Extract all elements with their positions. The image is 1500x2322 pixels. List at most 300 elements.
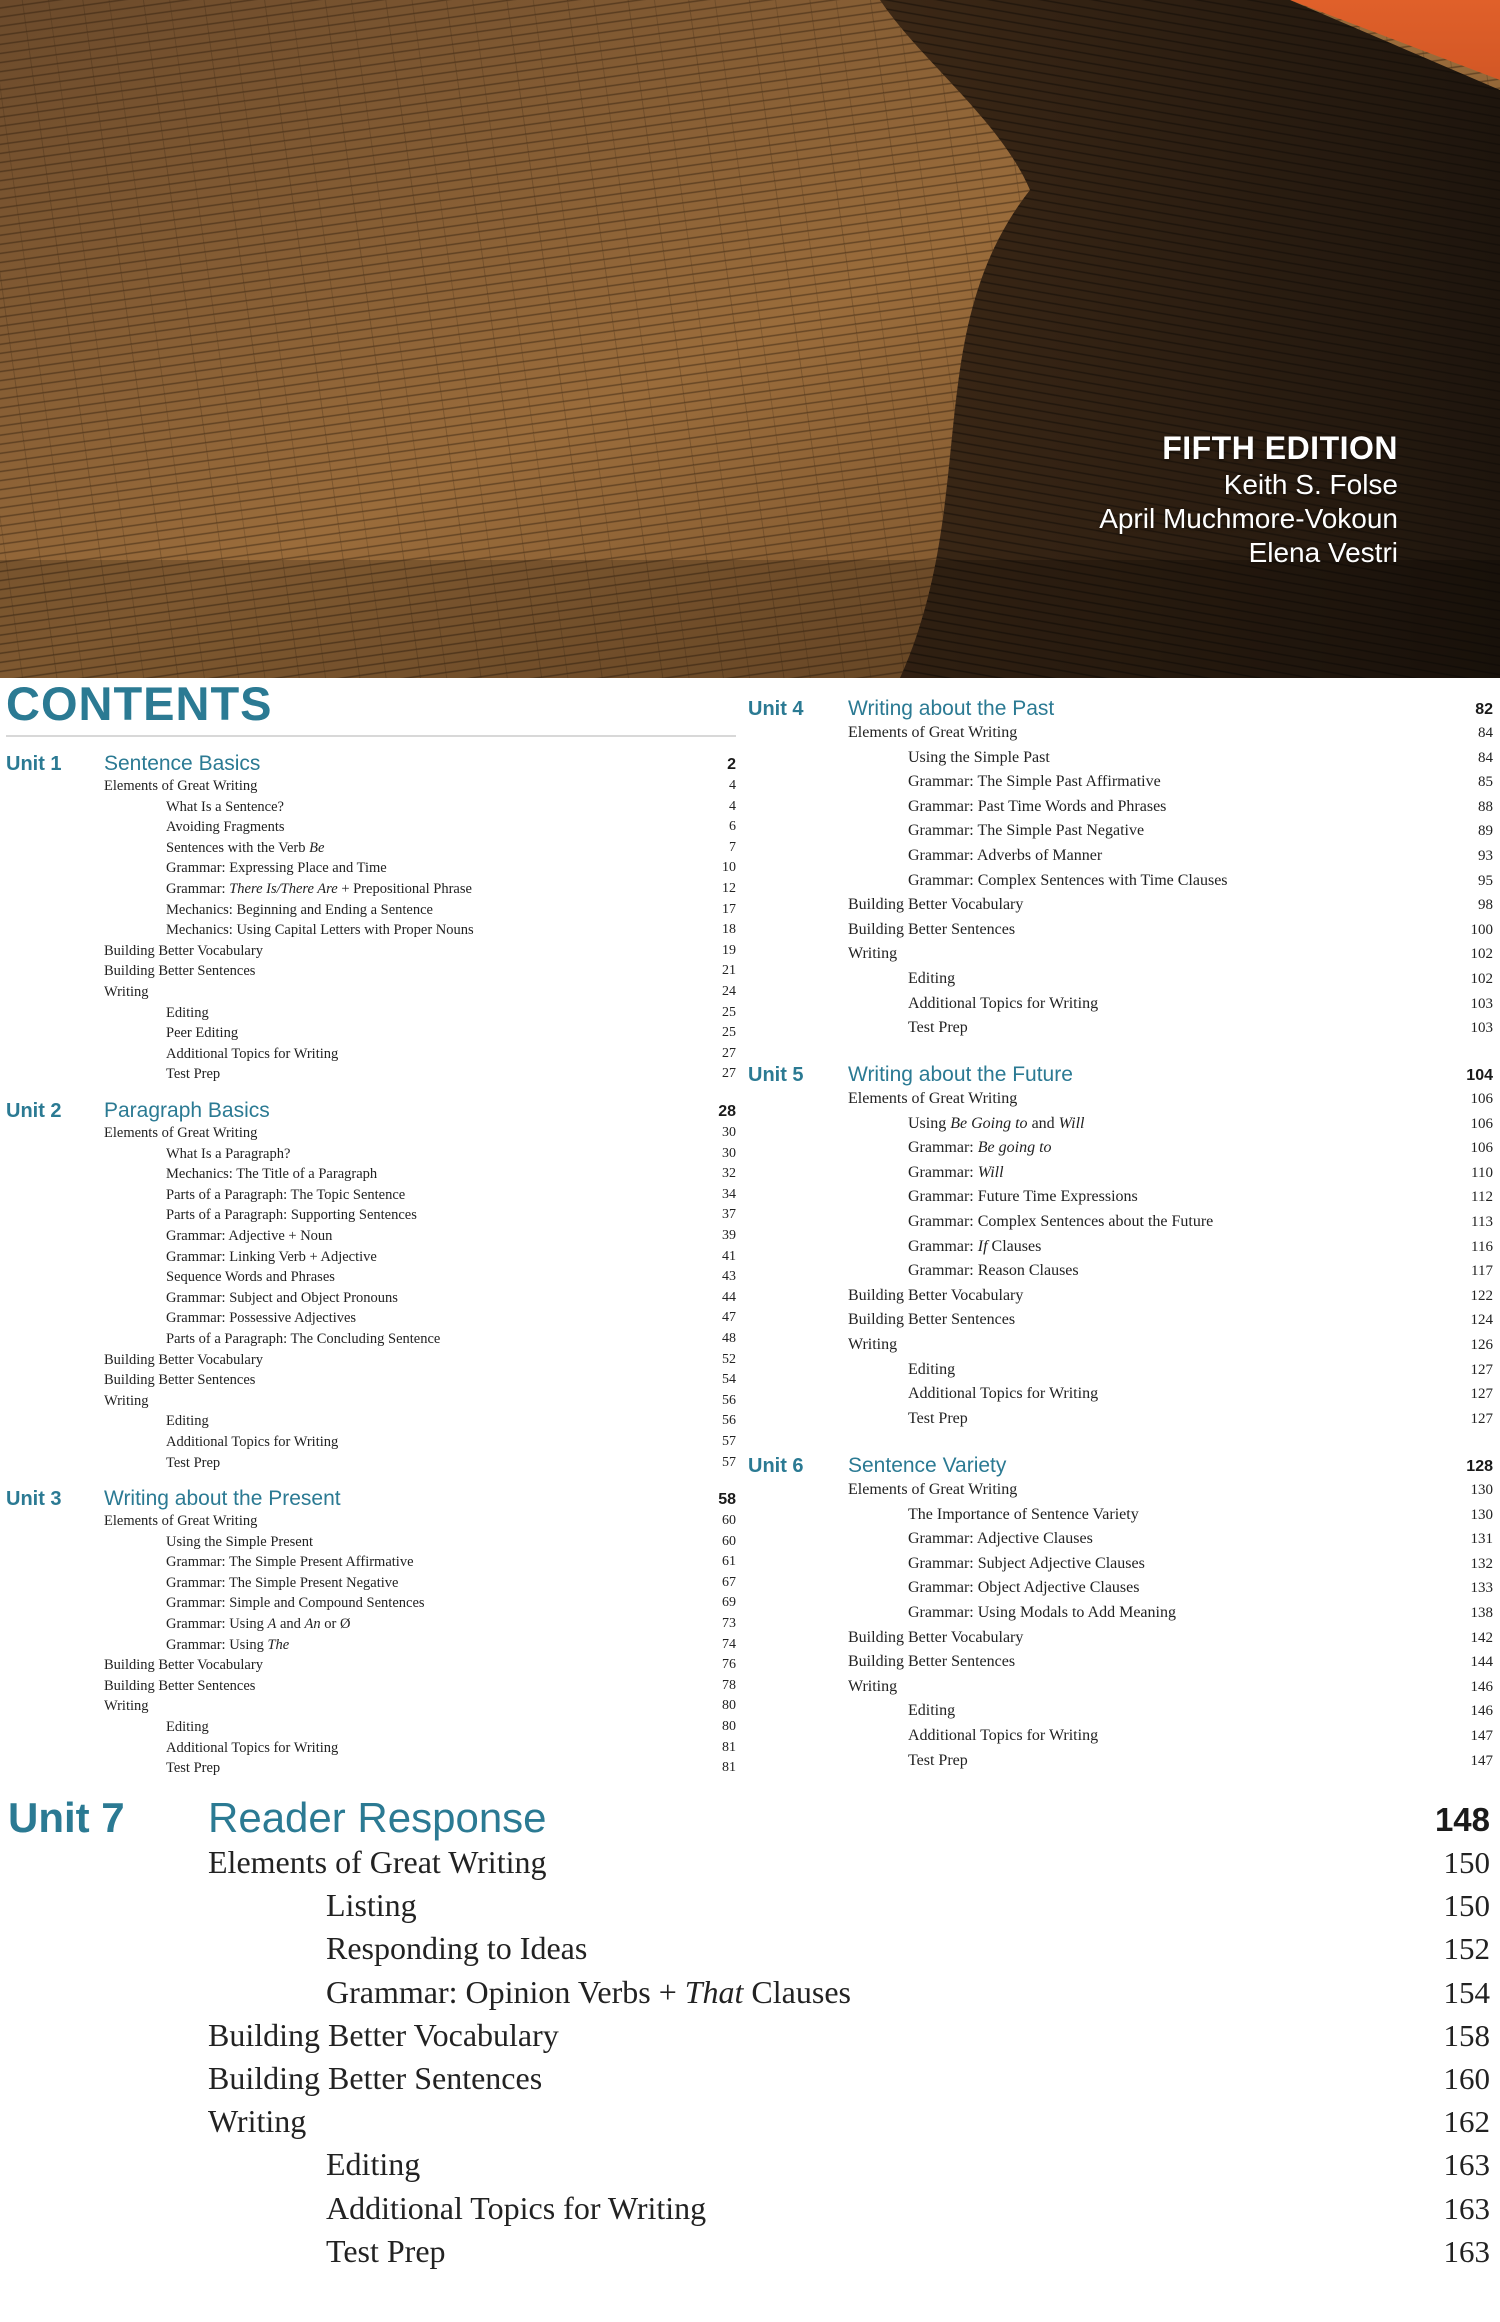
entry-page-number: 130 <box>1470 1482 1493 1498</box>
entry-page-number: 130 <box>1470 1506 1493 1523</box>
toc-subsection-entry[interactable] <box>748 1724 1493 1749</box>
entry-title: Building Better Vocabulary <box>104 942 263 959</box>
entry-page-number: 39 <box>722 1227 736 1243</box>
entry-page-number: 76 <box>722 1657 736 1673</box>
entry-page-number: 88 <box>1478 798 1493 815</box>
toc-subsection-entry[interactable] <box>8 1971 1490 2014</box>
entry-title: Parts of a Paragraph: The Concluding Sentence <box>166 1330 441 1347</box>
toc-section-entry[interactable] <box>6 1655 736 1676</box>
entry-title: Responding to Ideas <box>326 1930 588 1967</box>
unit-heading <box>6 752 736 776</box>
entry-title: Test Prep <box>908 1409 968 1427</box>
entry-page-number: 150 <box>1443 1845 1490 1880</box>
entry-page-number: 126 <box>1470 1336 1493 1353</box>
entry-page-number: 102 <box>1470 946 1493 963</box>
unit-heading <box>8 1795 1490 1841</box>
entry-title: Test Prep <box>326 2232 446 2269</box>
entry-page-number: 34 <box>722 1186 736 1202</box>
toc-subsection-entry[interactable] <box>6 879 736 900</box>
toc-subsection-entry[interactable] <box>748 819 1493 844</box>
entry-title: Test Prep <box>166 1066 221 1083</box>
toc-subsection-entry[interactable] <box>6 1308 736 1329</box>
entry-page-number: 56 <box>722 1392 736 1408</box>
unit-title[interactable]: Reader Response <box>208 1794 547 1841</box>
toc-subsection-entry[interactable] <box>6 1267 736 1288</box>
unit-number: Unit 4 <box>748 698 804 720</box>
entry-page-number: 106 <box>1470 1115 1493 1132</box>
toc-subsection-entry[interactable] <box>748 992 1493 1017</box>
entry-title: What Is a Sentence? <box>166 798 284 815</box>
entry-title: Grammar: The Simple Present Affirmative <box>166 1554 414 1571</box>
entry-page-number: 102 <box>1470 970 1493 987</box>
unit-title[interactable]: Writing about the Present <box>104 1487 341 1510</box>
unit-page-number: 28 <box>718 1103 736 1120</box>
entry-page-number: 27 <box>722 1045 736 1061</box>
toc-subsection-entry[interactable] <box>748 1503 1493 1528</box>
entry-page-number: 103 <box>1470 995 1493 1012</box>
toc-section-entry[interactable] <box>748 893 1493 918</box>
entry-title: Elements of Great Writing <box>848 1090 1018 1107</box>
unit-number: Unit 6 <box>748 1455 804 1477</box>
toc-subsection-entry[interactable] <box>748 1235 1493 1260</box>
entry-title: Elements of Great Writing <box>104 1125 258 1141</box>
entry-page-number: 152 <box>1443 1931 1490 1967</box>
entry-page-number: 122 <box>1470 1287 1493 1304</box>
toc-subsection-entry[interactable] <box>6 1185 736 1206</box>
entry-title: Grammar: Adjective + Noun <box>166 1227 333 1244</box>
entry-page-number: 37 <box>722 1207 736 1223</box>
toc-subsection-entry[interactable] <box>748 1576 1493 1601</box>
toc-section-entry[interactable] <box>748 942 1493 967</box>
entry-title: Writing <box>848 945 898 963</box>
toc-section-entry[interactable] <box>748 1284 1493 1309</box>
toc-subsection-entry[interactable] <box>6 858 736 879</box>
toc-subsection-entry[interactable] <box>748 1527 1493 1552</box>
toc-subsection-entry[interactable] <box>748 770 1493 795</box>
toc-subsection-entry[interactable] <box>748 795 1493 820</box>
unit-number: Unit 2 <box>6 1100 62 1122</box>
toc-subsection-entry[interactable] <box>748 869 1493 894</box>
entry-title: Mechanics: Using Capital Letters with Proper Nouns <box>166 922 474 939</box>
entry-title: Editing <box>908 969 956 987</box>
entry-page-number: 74 <box>722 1636 736 1652</box>
toc-subsection-entry[interactable] <box>6 1064 736 1085</box>
entry-title: Building Better Vocabulary <box>848 1628 1024 1646</box>
entry-title: Writing <box>208 2103 307 2140</box>
entry-page-number: 44 <box>722 1289 736 1305</box>
entry-title: Additional Topics for Writing <box>326 2189 707 2226</box>
entry-page-number: 146 <box>1470 1678 1493 1695</box>
unit-number: Unit 1 <box>6 753 62 775</box>
entry-page-number: 163 <box>1443 2233 1490 2269</box>
entry-title: Grammar: Using Modals to Add Meaning <box>908 1603 1176 1621</box>
entry-title: Building Better Vocabulary <box>104 1657 263 1674</box>
toc-section-entry[interactable] <box>748 1087 1493 1112</box>
entry-title: Using the Simple Past <box>908 748 1050 766</box>
entry-page-number: 43 <box>722 1269 736 1285</box>
toc-subsection-entry[interactable] <box>748 1016 1493 1041</box>
toc-subsection-entry[interactable] <box>6 1738 736 1759</box>
toc-section-entry[interactable] <box>748 1650 1493 1675</box>
entry-page-number: 81 <box>722 1739 736 1755</box>
entry-page-number: 150 <box>1443 1888 1490 1924</box>
entry-title: Grammar: Past Time Words and Phrases <box>908 797 1167 815</box>
toc-subsection-entry[interactable] <box>6 1288 736 1309</box>
entry-page-number: 144 <box>1470 1654 1493 1671</box>
entry-title: Additional Topics for Writing <box>908 1726 1099 1744</box>
toc-subsection-entry[interactable] <box>748 1358 1493 1383</box>
toc-subsection-entry[interactable] <box>6 1247 736 1268</box>
toc-subsection-entry[interactable] <box>6 817 736 838</box>
entry-title: Listing <box>326 1887 417 1924</box>
entry-page-number: 85 <box>1478 774 1493 791</box>
unit-3-toc <box>6 1487 736 1779</box>
entry-title: Building Better Sentences <box>848 1311 1016 1329</box>
toc-subsection-entry[interactable] <box>6 1411 736 1432</box>
toc-section-entry[interactable] <box>6 941 736 962</box>
toc-subsection-entry[interactable] <box>8 1884 1490 1927</box>
entry-page-number: 116 <box>1471 1238 1493 1255</box>
entry-page-number: 93 <box>1478 847 1493 864</box>
unit-title[interactable]: Writing about the Past <box>848 697 1055 720</box>
toc-section-entry[interactable] <box>6 776 736 797</box>
unit-4-toc <box>748 697 1493 1041</box>
entry-title: Grammar: Complex Sentences about the Future <box>908 1212 1214 1230</box>
entry-page-number: 160 <box>1443 2060 1490 2096</box>
toc-subsection-entry[interactable] <box>6 1144 736 1165</box>
author-name: Elena Vestri <box>1248 537 1398 568</box>
entry-title: Writing <box>848 1335 898 1353</box>
toc-subsection-entry[interactable] <box>748 1136 1493 1161</box>
entry-page-number: 17 <box>722 901 736 917</box>
entry-page-number: 30 <box>722 1145 736 1161</box>
entry-page-number: 19 <box>722 942 736 958</box>
toc-subsection-entry[interactable] <box>748 1161 1493 1186</box>
entry-title: Grammar: Using The <box>166 1636 290 1653</box>
entry-page-number: 73 <box>722 1615 736 1631</box>
entry-page-number: 25 <box>722 1004 736 1020</box>
entry-page-number: 47 <box>722 1310 736 1326</box>
entry-title: Grammar: The Simple Past Affirmative <box>908 773 1161 791</box>
toc-subsection-entry[interactable] <box>748 844 1493 869</box>
entry-title: Grammar: Will <box>908 1163 1004 1181</box>
cover-credits <box>1099 428 1398 570</box>
entry-title: Additional Topics for Writing <box>908 1385 1099 1403</box>
entry-title: Grammar: Object Adjective Clauses <box>908 1579 1140 1597</box>
entry-title: Grammar: The Simple Past Negative <box>908 822 1145 840</box>
entry-page-number: 147 <box>1470 1752 1493 1769</box>
edition-label: FIFTH EDITION <box>1162 430 1398 466</box>
toc-section-entry[interactable] <box>8 2014 1490 2057</box>
toc-section-entry[interactable] <box>8 2100 1490 2143</box>
unit-title[interactable]: Sentence Basics <box>104 752 261 775</box>
unit-number: Unit 3 <box>6 1488 62 1510</box>
pyramid-image <box>0 0 1500 678</box>
toc-section-entry[interactable] <box>6 1391 736 1412</box>
entry-page-number: 163 <box>1443 2147 1490 2183</box>
entry-page-number: 81 <box>722 1760 736 1776</box>
entry-page-number: 100 <box>1470 921 1493 938</box>
entry-page-number: 106 <box>1470 1091 1493 1107</box>
toc-subsection-entry[interactable] <box>748 967 1493 992</box>
entry-title: Building Better Sentences <box>208 2059 543 2096</box>
unit-5-toc <box>748 1063 1493 1431</box>
unit-page-number: 148 <box>1434 1801 1490 1838</box>
toc-subsection-entry[interactable] <box>6 1044 736 1065</box>
entry-page-number: 106 <box>1470 1140 1493 1157</box>
toc-section-entry[interactable] <box>6 1350 736 1371</box>
unit-heading <box>6 1099 736 1123</box>
entry-title: Building Better Vocabulary <box>208 2016 559 2053</box>
entry-title: Building Better Vocabulary <box>848 1286 1024 1304</box>
entry-title: Grammar: Reason Clauses <box>908 1262 1079 1280</box>
entry-title: Building Better Sentences <box>104 1677 256 1694</box>
entry-page-number: 6 <box>729 819 736 835</box>
unit-title[interactable]: Sentence Variety <box>848 1454 1007 1477</box>
author-name: April Muchmore-Vokoun <box>1099 503 1398 534</box>
entry-title: Elements of Great Writing <box>104 778 258 794</box>
toc-subsection-entry[interactable] <box>6 1003 736 1024</box>
entry-title: Using the Simple Present <box>166 1533 314 1550</box>
entry-page-number: 24 <box>722 983 736 999</box>
toc-section-entry[interactable] <box>8 2057 1490 2100</box>
entry-page-number: 61 <box>722 1554 736 1570</box>
entry-title: Using Be Going to and Will <box>908 1114 1085 1132</box>
unit-title[interactable]: Paragraph Basics <box>104 1099 270 1122</box>
toc-subsection-entry[interactable] <box>6 838 736 859</box>
entry-page-number: 21 <box>722 963 736 979</box>
entry-title: Elements of Great Writing <box>208 1844 547 1880</box>
unit-page-number: 58 <box>718 1491 736 1508</box>
entry-title: Elements of Great Writing <box>848 1481 1018 1498</box>
entry-title: Parts of a Paragraph: Supporting Sentences <box>166 1207 417 1224</box>
toc-subsection-entry[interactable] <box>748 1699 1493 1724</box>
toc-section-entry[interactable] <box>748 1478 1493 1503</box>
unit-title[interactable]: Writing about the Future <box>848 1063 1073 1086</box>
toc-subsection-entry[interactable] <box>748 1185 1493 1210</box>
toc-subsection-entry[interactable] <box>6 1552 736 1573</box>
entry-page-number: 30 <box>722 1125 736 1140</box>
toc-section-entry[interactable] <box>6 961 736 982</box>
toc-subsection-entry[interactable] <box>6 1758 736 1779</box>
toc-section-entry[interactable] <box>6 1370 736 1391</box>
toc-subsection-entry[interactable] <box>748 1112 1493 1137</box>
toc-section-entry[interactable] <box>748 1308 1493 1333</box>
entry-title: Building Better Sentences <box>104 963 256 980</box>
entry-title: What Is a Paragraph? <box>166 1145 291 1162</box>
entry-page-number: 80 <box>722 1718 736 1734</box>
entry-title: Writing <box>848 1677 898 1695</box>
toc-subsection-entry[interactable] <box>6 920 736 941</box>
toc-subsection-entry[interactable] <box>8 2187 1490 2230</box>
entry-page-number: 32 <box>722 1166 736 1182</box>
unit-heading <box>748 1454 1493 1478</box>
entry-title: Additional Topics for Writing <box>166 1739 339 1756</box>
entry-page-number: 162 <box>1443 2104 1490 2140</box>
entry-title: Sequence Words and Phrases <box>166 1269 335 1286</box>
toc-subsection-entry[interactable] <box>6 1453 736 1474</box>
entry-page-number: 127 <box>1470 1410 1493 1427</box>
entry-title: Test Prep <box>908 1019 968 1037</box>
toc-section-entry[interactable] <box>6 1676 736 1697</box>
entry-page-number: 146 <box>1470 1703 1493 1720</box>
entry-title: Writing <box>104 1392 149 1409</box>
entry-page-number: 41 <box>722 1248 736 1264</box>
unit-2-toc <box>6 1099 736 1473</box>
entry-title: Test Prep <box>166 1760 221 1777</box>
toc-subsection-entry[interactable] <box>6 1164 736 1185</box>
entry-title: Grammar: Using A and An or Ø <box>166 1615 351 1632</box>
entry-page-number: 142 <box>1470 1629 1493 1646</box>
toc-subsection-entry[interactable] <box>748 1749 1493 1774</box>
author-name: Keith S. Folse <box>1223 469 1398 500</box>
toc-subsection-entry[interactable] <box>8 2143 1490 2186</box>
toc-section-entry[interactable] <box>748 1626 1493 1651</box>
entry-page-number: 147 <box>1470 1727 1493 1744</box>
toc-subsection-entry[interactable] <box>6 1205 736 1226</box>
entry-title: Additional Topics for Writing <box>166 1433 339 1450</box>
entry-title: The Importance of Sentence Variety <box>908 1505 1139 1523</box>
toc-subsection-entry[interactable] <box>748 1407 1493 1432</box>
entry-page-number: 103 <box>1470 1020 1493 1037</box>
toc-section-entry[interactable] <box>8 1841 1490 1884</box>
entry-title: Grammar: Complex Sentences with Time Clauses <box>908 871 1228 889</box>
entry-title: Building Better Vocabulary <box>104 1351 263 1368</box>
unit-number: Unit 7 <box>8 1794 125 1841</box>
entry-page-number: 60 <box>722 1533 736 1549</box>
heading-divider <box>6 735 736 737</box>
toc-section-entry[interactable] <box>6 1123 736 1144</box>
entry-title: Additional Topics for Writing <box>166 1045 339 1062</box>
unit-heading <box>6 1487 736 1511</box>
entry-title: Parts of a Paragraph: The Topic Sentence <box>166 1186 406 1203</box>
toc-subsection-entry[interactable] <box>748 1552 1493 1577</box>
entry-page-number: 154 <box>1443 1974 1490 2010</box>
toc-subsection-entry[interactable] <box>6 1717 736 1738</box>
entry-title: Elements of Great Writing <box>104 1513 258 1529</box>
entry-title: Grammar: If Clauses <box>908 1237 1042 1255</box>
entry-page-number: 158 <box>1443 2017 1490 2053</box>
entry-page-number: 127 <box>1470 1386 1493 1403</box>
entry-page-number: 132 <box>1470 1555 1493 1572</box>
toc-subsection-entry[interactable] <box>6 1023 736 1044</box>
unit-heading <box>748 1063 1493 1087</box>
toc-section-entry[interactable] <box>6 982 736 1003</box>
cover-photo <box>0 0 1500 678</box>
entry-title: Editing <box>908 1360 956 1378</box>
entry-page-number: 56 <box>722 1413 736 1429</box>
toc-subsection-entry[interactable] <box>748 1210 1493 1235</box>
entry-title: Editing <box>166 1004 209 1021</box>
toc-subsection-entry[interactable] <box>6 900 736 921</box>
entry-page-number: 48 <box>722 1330 736 1346</box>
unit-6-toc <box>748 1454 1493 1773</box>
toc-subsection-entry[interactable] <box>748 1259 1493 1284</box>
toc-section-entry[interactable] <box>6 1511 736 1532</box>
entry-title: Grammar: Possessive Adjectives <box>166 1310 357 1327</box>
toc-subsection-entry[interactable] <box>8 1927 1490 1970</box>
toc-section-entry[interactable] <box>748 1333 1493 1358</box>
toc-subsection-entry[interactable] <box>6 1532 736 1553</box>
entry-title: Test Prep <box>166 1454 221 1471</box>
entry-title: Editing <box>908 1702 956 1720</box>
contents-heading: CONTENTS <box>6 677 273 730</box>
entry-page-number: 110 <box>1471 1164 1493 1181</box>
toc-section-entry[interactable] <box>748 1675 1493 1700</box>
next-unit-peek <box>8 2300 608 2322</box>
entry-title: Editing <box>326 2146 421 2183</box>
toc-subsection-entry[interactable] <box>748 1601 1493 1626</box>
entry-title: Editing <box>166 1413 209 1430</box>
entry-title: Writing <box>104 983 149 1000</box>
entry-title: Grammar: Linking Verb + Adjective <box>166 1248 377 1265</box>
toc-subsection-entry[interactable] <box>6 1593 736 1614</box>
toc-subsection-entry[interactable] <box>6 1573 736 1594</box>
entry-title: Grammar: The Simple Present Negative <box>166 1574 399 1591</box>
toc-section-entry[interactable] <box>6 1696 736 1717</box>
toc-section-entry[interactable] <box>748 721 1493 746</box>
unit-page-number: 2 <box>727 756 736 773</box>
entry-title: Sentences with the Verb Be <box>166 839 325 856</box>
entry-title: Building Better Sentences <box>848 920 1016 938</box>
entry-title: Mechanics: The Title of a Paragraph <box>166 1166 378 1183</box>
entry-title: Elements of Great Writing <box>848 724 1018 741</box>
entry-title: Additional Topics for Writing <box>908 994 1099 1012</box>
toc-subsection-entry[interactable] <box>748 1382 1493 1407</box>
toc-subsection-entry[interactable] <box>6 1432 736 1453</box>
entry-title: Writing <box>104 1698 149 1715</box>
entry-title: Editing <box>166 1718 209 1735</box>
toc-subsection-entry[interactable] <box>6 1226 736 1247</box>
entry-page-number: 138 <box>1470 1604 1493 1621</box>
toc-subsection-entry[interactable] <box>6 1635 736 1656</box>
entry-page-number: 127 <box>1470 1361 1493 1378</box>
toc-subsection-entry[interactable] <box>6 1614 736 1635</box>
entry-page-number: 78 <box>722 1677 736 1693</box>
entry-page-number: 95 <box>1478 872 1493 889</box>
entry-page-number: 80 <box>722 1698 736 1714</box>
entry-title: Mechanics: Beginning and Ending a Sentence <box>166 901 433 918</box>
entry-page-number: 112 <box>1471 1189 1493 1206</box>
entry-page-number: 10 <box>722 860 736 876</box>
entry-page-number: 89 <box>1478 823 1493 840</box>
entry-page-number: 60 <box>722 1513 736 1528</box>
entry-page-number: 12 <box>722 880 736 896</box>
unit-page-number: 104 <box>1466 1067 1493 1084</box>
toc-section-entry[interactable] <box>748 918 1493 943</box>
toc-subsection-entry[interactable] <box>6 797 736 818</box>
entry-title: Building Better Vocabulary <box>848 896 1024 914</box>
toc-subsection-entry[interactable] <box>8 2230 1490 2273</box>
entry-title: Grammar: Expressing Place and Time <box>166 860 387 877</box>
unit-page-number: 128 <box>1466 1458 1493 1475</box>
toc-subsection-entry[interactable] <box>6 1329 736 1350</box>
entry-title: Grammar: There Is/There Are + Prepositional Phrase <box>166 880 472 897</box>
entry-title: Grammar: Future Time Expressions <box>908 1188 1138 1206</box>
entry-page-number: 133 <box>1470 1580 1493 1597</box>
unit-1-toc <box>6 752 736 1085</box>
entry-page-number: 52 <box>722 1351 736 1367</box>
entry-title: Grammar: Adjective Clauses <box>908 1530 1093 1548</box>
entry-page-number: 18 <box>722 922 736 938</box>
entry-title: Peer Editing <box>166 1025 239 1042</box>
toc-subsection-entry[interactable] <box>748 746 1493 771</box>
entry-title: Grammar: Subject Adjective Clauses <box>908 1554 1145 1572</box>
entry-page-number: 67 <box>722 1574 736 1590</box>
entry-title: Avoiding Fragments <box>166 819 285 836</box>
entry-title: Grammar: Adverbs of Manner <box>908 846 1103 864</box>
entry-title: Building Better Sentences <box>104 1372 256 1389</box>
